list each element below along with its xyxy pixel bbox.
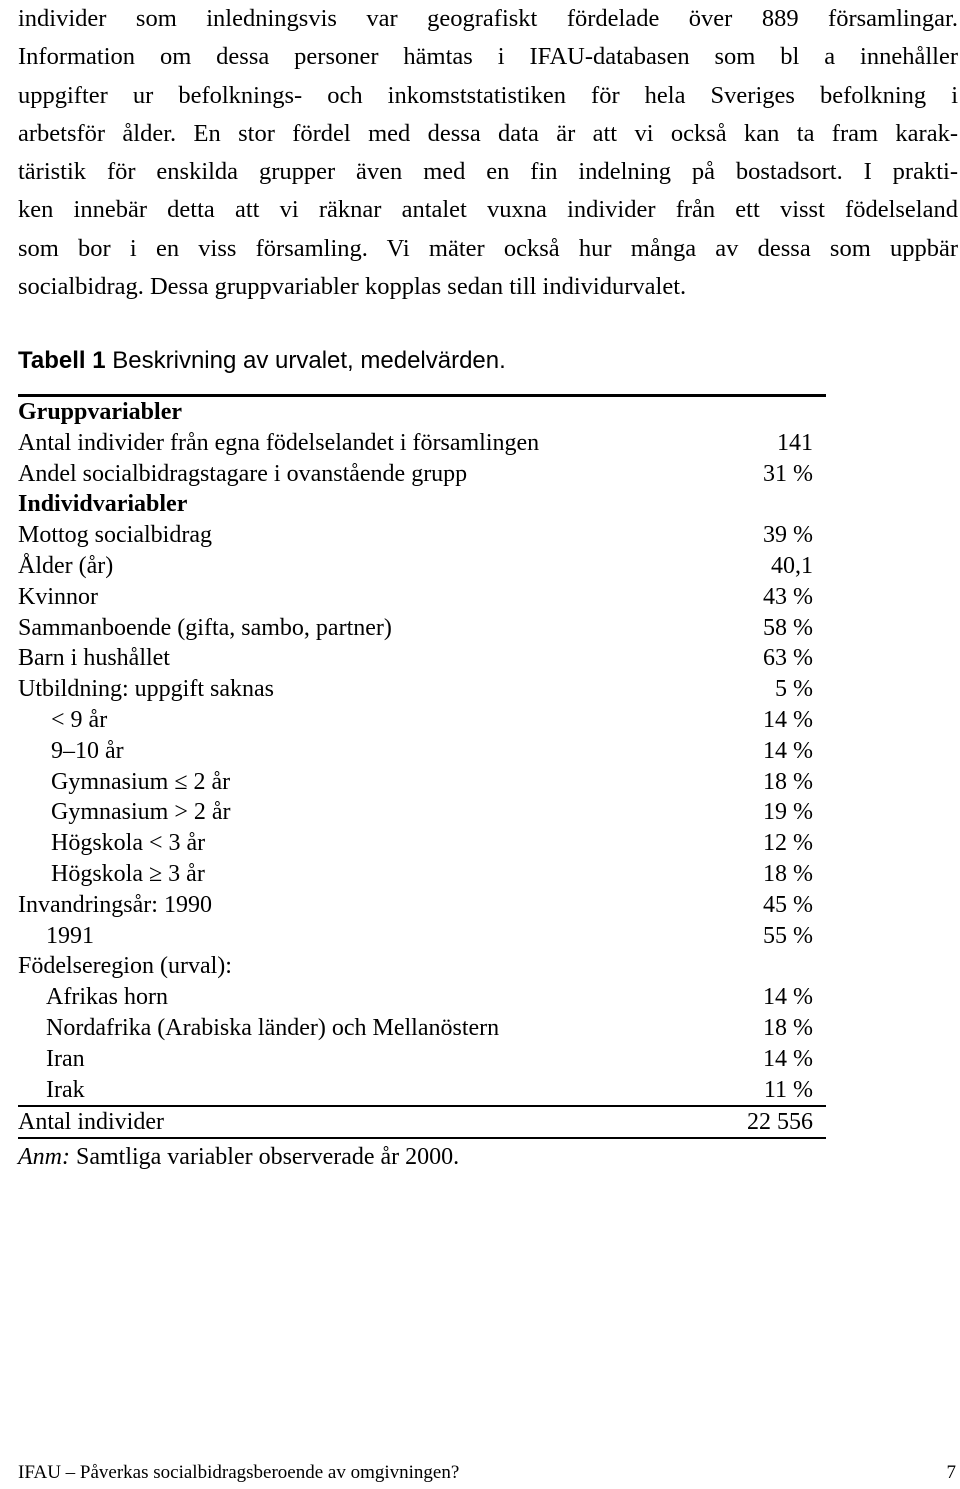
table-row <box>18 1013 826 1044</box>
row-label: < 9 år <box>51 706 108 733</box>
row-label: Gymnasium > 2 år <box>51 799 231 826</box>
row-value: 18 % <box>763 1014 813 1041</box>
row-label: Mottog socialbidrag <box>18 522 212 549</box>
row-value: 40,1 <box>771 552 813 579</box>
page-number: 7 <box>946 1462 956 1483</box>
paragraph-line: ken innebär detta att vi räknar antalet vuxna individer från ett visst födelseland <box>18 196 958 224</box>
row-value: 11 % <box>763 1076 813 1103</box>
row-value: 63 % <box>763 645 813 672</box>
paragraph-line: Information om dessa personer hämtas i IFAU-databasen som bl a innehåller <box>18 43 958 71</box>
row-value: 5 % <box>775 676 813 703</box>
table-body <box>18 397 826 1105</box>
paragraph-line: arbetsför ålder. En stor fördel med dessa data är att vi också kan ta fram karak- <box>18 119 958 147</box>
table-row <box>18 520 826 551</box>
table-total-label: Antal individer <box>18 1109 164 1136</box>
table-row <box>18 643 826 674</box>
table-row <box>18 1075 826 1106</box>
row-label: Högskola < 3 år <box>51 830 206 857</box>
table-note-prefix: Anm: <box>18 1144 70 1170</box>
table-total-value: 22 556 <box>747 1109 813 1136</box>
row-label: Andel socialbidragstagare i ovanstående grupp <box>18 460 468 487</box>
table-caption-label: Tabell 1 <box>18 347 106 374</box>
table-row <box>18 921 826 952</box>
row-value: 31 % <box>763 460 813 487</box>
table-row <box>18 828 826 859</box>
row-value: 18 % <box>763 860 813 887</box>
row-value: 18 % <box>763 768 813 795</box>
row-value: 39 % <box>763 522 813 549</box>
table-row <box>18 551 826 582</box>
paragraph-line: uppgifter ur befolknings- och inkomststatistiken för hela Sveriges befolkning i <box>18 81 958 109</box>
row-value: 19 % <box>763 799 813 826</box>
table-caption-text: Beskrivning av urvalet, medelvärden. <box>112 347 506 374</box>
row-label: Ålder (år) <box>18 552 114 579</box>
table-row <box>18 797 826 828</box>
row-value: 43 % <box>763 583 813 610</box>
paragraph-line: individer som inledningsvis var geografiskt fördelade över 889 församlingar. <box>18 5 958 32</box>
row-value: 55 % <box>763 922 813 949</box>
table-row <box>18 613 826 644</box>
row-value: 45 % <box>763 891 813 918</box>
table-row <box>18 736 826 767</box>
row-label: Gymnasium ≤ 2 år <box>51 768 231 795</box>
table-row <box>18 1044 826 1075</box>
row-label: Iran <box>46 1045 85 1072</box>
row-label: Afrikas horn <box>46 984 168 1011</box>
row-label: Kvinnor <box>18 583 98 610</box>
footer-title: IFAU – Påverkas socialbidragsberoende av omgivningen? <box>18 1462 460 1483</box>
row-label: Födelseregion (urval): <box>18 953 232 980</box>
table-row <box>18 705 826 736</box>
row-label: Utbildning: uppgift saknas <box>18 676 274 703</box>
table-caption <box>18 343 506 379</box>
row-label: Nordafrika (Arabiska länder) och Mellanöstern <box>46 1014 500 1041</box>
table-row <box>18 674 826 705</box>
row-value: 141 <box>777 429 813 456</box>
row-label: Antal individer från egna födelselandet i församlingen <box>18 429 540 456</box>
row-value: 14 % <box>763 737 813 764</box>
table-row <box>18 582 826 613</box>
table-note-text: Samtliga variabler observerade år 2000. <box>69 1144 460 1170</box>
table-row <box>18 459 826 490</box>
table-row <box>18 397 826 428</box>
row-label: Irak <box>46 1076 85 1103</box>
row-value: 14 % <box>763 706 813 733</box>
row-label: 9–10 år <box>51 737 124 764</box>
row-value: 12 % <box>763 830 813 857</box>
table-row <box>18 489 826 520</box>
paragraph-line: täristik för enskilda grupper även med en fin indelning på bostadsort. I prakti- <box>18 158 958 186</box>
row-value: 14 % <box>763 984 813 1011</box>
table-row <box>18 951 826 982</box>
table-row <box>18 428 826 459</box>
table-row <box>18 767 826 798</box>
row-value: 14 % <box>763 1045 813 1072</box>
summary-table <box>18 394 826 1139</box>
table-row <box>18 890 826 921</box>
row-label: Sammanboende (gifta, sambo, partner) <box>18 614 392 641</box>
table-row <box>18 859 826 890</box>
row-label: Invandringsår: 1990 <box>18 891 212 918</box>
row-label: Gruppvariabler <box>18 399 183 425</box>
paragraph-line: socialbidrag. Dessa gruppvariabler kopplas sedan till individurvalet. <box>18 273 687 301</box>
table-note <box>18 1140 459 1174</box>
row-value: 58 % <box>763 614 813 641</box>
row-label: Barn i hushållet <box>18 645 170 672</box>
body-paragraph <box>18 0 958 306</box>
row-label: Individvariabler <box>18 491 188 518</box>
table-row <box>18 982 826 1013</box>
row-label: 1991 <box>46 922 94 949</box>
row-label: Högskola ≥ 3 år <box>51 860 205 887</box>
paragraph-line: som bor i en viss församling. Vi mäter också hur många av dessa som uppbär <box>18 234 958 262</box>
table-total-row <box>18 1107 826 1137</box>
